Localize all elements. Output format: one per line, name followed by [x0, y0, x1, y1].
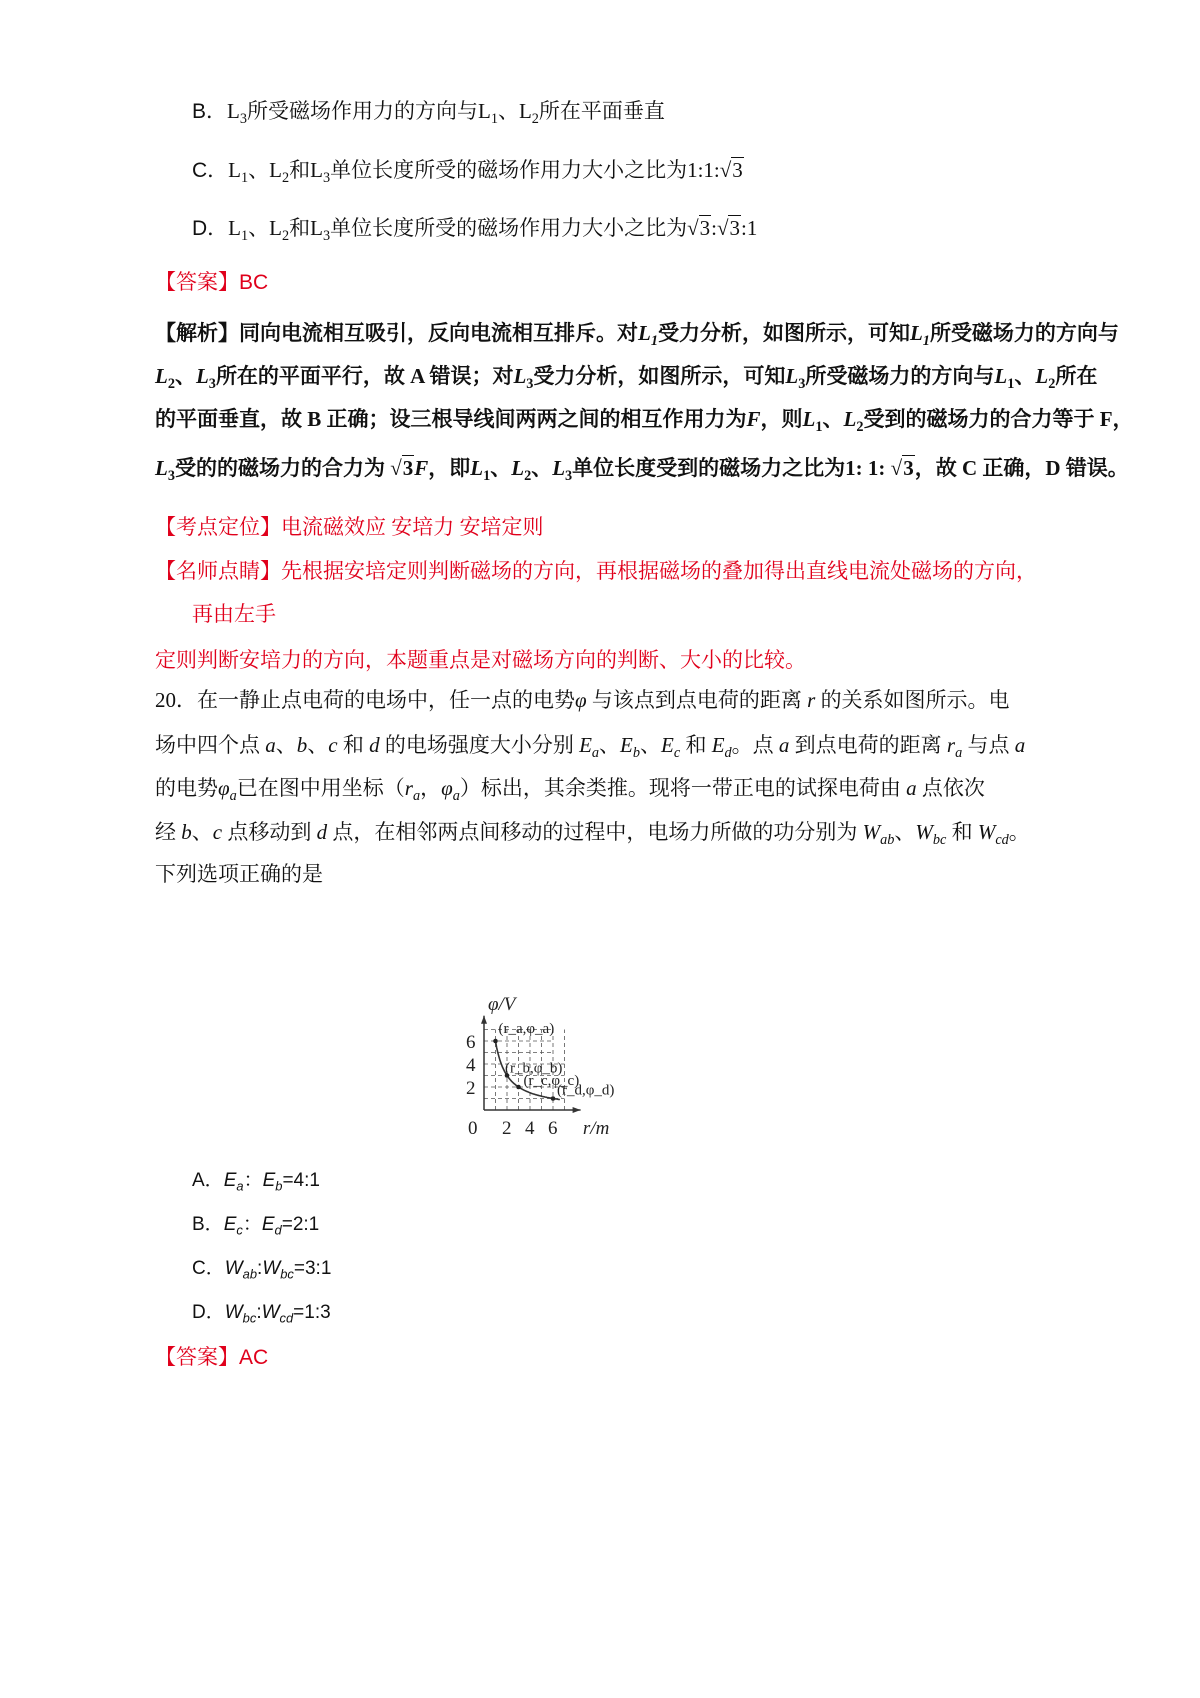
x-tick-label: 4: [525, 1118, 535, 1139]
q20-line-2: 场中四个点 a、b、c 和 d 的电场强度大小分别 $E_a$、$E_b$、$E_c$ 和 $E_d$。点 a 到点电荷的距离 $r_a$ 与点 a: [155, 733, 1026, 761]
data-point: [493, 1039, 498, 1044]
point-label: (r_c,φ_c): [523, 1073, 580, 1089]
answer-2: 【答案】AC: [155, 1345, 269, 1369]
analysis-line-3: 的平面垂直，故 B 正确；设三根导线间两两之间的相互作用力为F，则$L_1$、$L_2$受到的磁场力的合力等于 F，: [155, 407, 1134, 435]
analysis-line-1: 【解析】同向电流相互吸引，反向电流相互排斥。对$L_1$受力分析，如图所示，可知$L_1$所受磁场力的方向与: [155, 321, 1119, 349]
mingshi-line-3: 定则判断安培力的方向，本题重点是对磁场方向的判断、大小的比较。: [155, 648, 806, 672]
option-c: C．$L_1$、$L_2$和$L_3$单位长度所受的磁场作用力大小之比为1:1:√3: [192, 158, 743, 186]
point-label: (r_b,φ_b): [505, 1060, 563, 1077]
data-points: [493, 1021, 614, 1101]
q20-option-c: C．$W_{ab}:W_{bc}=3:1$: [192, 1258, 332, 1282]
q20-line-5: 下列选项正确的是: [155, 862, 323, 886]
x-axis-arrow: [573, 1107, 581, 1113]
y-axis-arrow: [481, 1016, 487, 1024]
data-point: [551, 1096, 556, 1101]
q20-line-3: 的电势$\varphi_a$已在图中用坐标（$r_a$，$\varphi_a$）标出，其余类推。现将一带正电的试探电荷由 a 点依次: [155, 776, 985, 804]
q20-option-a: A．$E_a$：$E_b=4:1$: [192, 1170, 320, 1194]
option-b: B．$L_3$所受磁场作用力的方向与$L_1$、$L_2$所在平面垂直: [192, 99, 665, 127]
q20-line-1: 20．在一静止点电荷的电场中，任一点的电势φ 与该点到点电荷的距离 r 的关系如图所示。电: [155, 688, 1010, 712]
y-axis-label: φ/V: [488, 994, 516, 1015]
x-tick-label: 2: [502, 1118, 512, 1139]
point-label: (r_d,φ_d): [557, 1082, 615, 1099]
data-point: [516, 1085, 521, 1090]
mingshi-line-1: 【名师点睛】先根据安培定则判断磁场的方向，再根据磁场的叠加得出直线电流处磁场的方向，: [155, 559, 1037, 583]
answer-1: 【答案】BC: [155, 270, 269, 294]
mingshi-line-2: 再由左手: [192, 602, 276, 626]
y-tick-label: 4: [466, 1055, 476, 1076]
phi-r-graph: [460, 992, 690, 1152]
q20-option-b: B．$E_c$：$E_d=2:1$: [192, 1214, 320, 1238]
q20-line-4: 经 b、c 点移动到 d 点，在相邻两点间移动的过程中，电场力所做的功分别为 $W_{ab}$、$W_{bc}$ 和 $W_{cd}$。: [155, 820, 1030, 848]
x-tick-label: 0: [468, 1118, 478, 1139]
y-tick-label: 6: [466, 1032, 476, 1053]
y-tick-label: 2: [466, 1078, 476, 1099]
kaodian: 【考点定位】电流磁效应 安培力 安培定则: [155, 515, 544, 539]
option-d: D．$L_1$、$L_2$和$L_3$单位长度所受的磁场作用力大小之比为√3:√3:1: [192, 216, 758, 244]
analysis-line-2: $L_2$、$L_3$所在的平面平行，故 A 错误；对$L_3$受力分析，如图所示，可知$L_3$所受磁场力的方向与$L_1$、$L_2$所在: [155, 364, 1098, 392]
x-tick-label: 6: [548, 1118, 558, 1139]
x-axis-label: r/m: [582, 1118, 610, 1139]
q20-option-d: D．$W_{bc}:W_{cd}=1:3$: [192, 1302, 331, 1326]
point-label: (r_a,φ_a): [498, 1021, 555, 1037]
analysis-line-4: $L_3$受的的磁场力的合力为 √3F，即$L_1$、$L_2$、$L_3$单位长度受到的磁场力之比为1: 1: √3，故 C 正确，D 错误。: [155, 456, 1129, 484]
